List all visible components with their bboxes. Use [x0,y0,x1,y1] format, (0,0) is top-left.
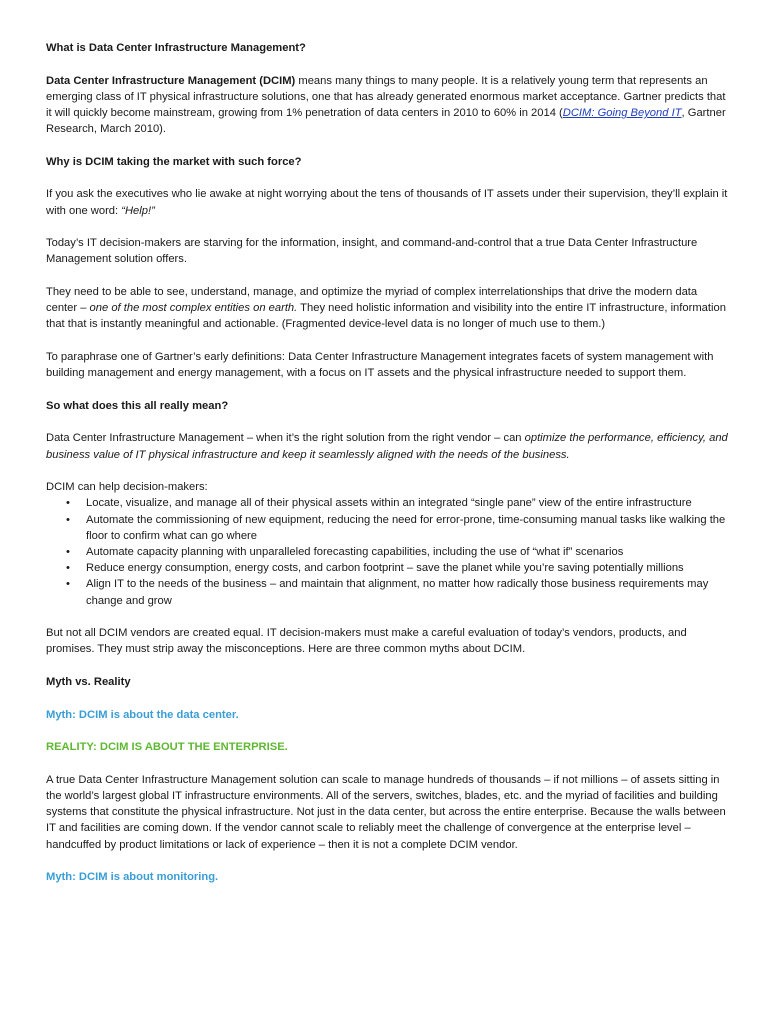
paragraph-decision-makers: Today’s IT decision-makers are starving for the information, insight, and command-and-control that a true Data Center Infrastructure Management solution offers. [46,237,698,266]
list-item [46,560,728,576]
paragraph-not-all-vendors: But not all DCIM vendors are created equal. IT decision-makers must make a careful evaluation of today’s vendors, products, and promises. They must strip away the misconceptions. Here are three common myths about DCIM. [46,627,687,656]
document-page [46,40,728,885]
bullet-glyph: • [66,513,70,526]
heading-why-dcim: Why is DCIM taking the market with such force? [46,155,302,168]
optimize-phrase: optimize the performance, efficiency, and business value of IT physical infrastructure and keep it seamlessly aligned with the needs of the business. [46,432,728,461]
paragraph-text: They need holistic information and visibility into the entire IT infrastructure, information that that is instantly meaningful and actionable. (Fragmented device-level data is no longer of much use to them.) [46,302,726,331]
list-item [46,495,728,511]
paragraph-right-solution [46,430,728,462]
heading-myth-vs-reality: Myth vs. Reality [46,675,131,688]
paragraph-text: If you ask the executives who lie awake at night worrying about the tens of thousands of IT assets under their supervision, they’ll explain it with one word: [46,188,728,217]
gartner-report-link[interactable]: DCIM: Going Beyond IT [562,107,682,119]
paragraph-need-to-see [46,284,728,333]
paragraph-gartner-definition: To paraphrase one of Gartner’s early definitions: Data Center Infrastructure Management integrates facets of system management with building management and energy management, with a focus on IT assets and the physical infrastructure needed to support them. [46,350,714,380]
list-item-text: Automate the commissioning of new equipment, reducing the need for error-prone, time-consuming manual tasks like walking the floor to confirm what can go where [86,513,726,542]
list-item-text: Reduce energy consumption, energy costs, and carbon footprint – save the planet while you’re saving potentially millions [86,562,684,575]
paragraph-text: Data Center Infrastructure Management – when it’s the right solution from the right vendor – can [46,432,525,445]
list-item [46,512,728,544]
myth-monitoring: Myth: DCIM is about monitoring. [46,871,219,884]
bullet-glyph: • [66,578,70,591]
list-item [46,544,728,560]
complex-entities-phrase: one of the most complex entities on earth. [89,302,298,315]
benefits-list [46,495,728,608]
bullet-glyph: • [66,545,70,558]
paragraph-executives [46,186,728,218]
heading-what-is-dcim: What is Data Center Infrastructure Management? [46,42,306,54]
list-item-text: Locate, visualize, and manage all of their physical assets within an integrated “single pane” view of the entire infrastructure [86,497,692,510]
heading-what-does-this-mean: So what does this all really mean? [46,399,229,412]
paragraph-true-dcim: A true Data Center Infrastructure Management solution can scale to manage hundreds of thousands – if not millions – of assets sitting in the world’s largest global IT infrastructure environments. All of the servers, switches, blades, etc. and the myriad of facilities and building systems that constitute the physical infrastructure. Not just in the data center, but across the entire enterprise. Because the walls between IT and facilities are coming down. If the vendor cannot scale to reliably meet the challenge of convergence at the enterprise level – handcuffed by product limitations or lack of experience – then it is not a complete DCIM vendor. [46,773,726,851]
bullet-glyph: • [66,497,70,510]
list-item-text: Align IT to the needs of the business – and maintain that alignment, no matter how radically those business requirements may change and grow [86,578,709,607]
paragraph-dcim-definition [46,73,728,138]
paragraph-text: , Gartner Research, March 2010). [46,107,726,136]
dcim-term: Data Center Infrastructure Management (DCIM) [46,74,296,87]
paragraph-dcim-can-help: DCIM can help decision-makers: [46,481,208,494]
reality-enterprise: REALITY: DCIM IS ABOUT THE ENTERPRISE. [46,741,288,754]
bullet-glyph: • [66,562,70,575]
myth-data-center: Myth: DCIM is about the data center. [46,708,239,721]
paragraph-text: They need to be able to see, understand, manage, and optimize the myriad of complex interrelationships that drive the modern data center – [46,285,698,315]
list-item-text: Automate capacity planning with unparalleled forecasting capabilities, including the use of “what if” scenarios [86,545,624,558]
help-quote: “Help!” [121,204,155,217]
list-item [46,576,728,608]
paragraph-text: means many things to many people. It is a relatively young term that represents an emerging class of IT physical infrastructure solutions, one that has already generated enormous market acceptance. Gartner predicts that it will quickly become mainstream, growing from 1% penetration of data centers in 2010 to 60% in 2014 ( [46,74,726,119]
